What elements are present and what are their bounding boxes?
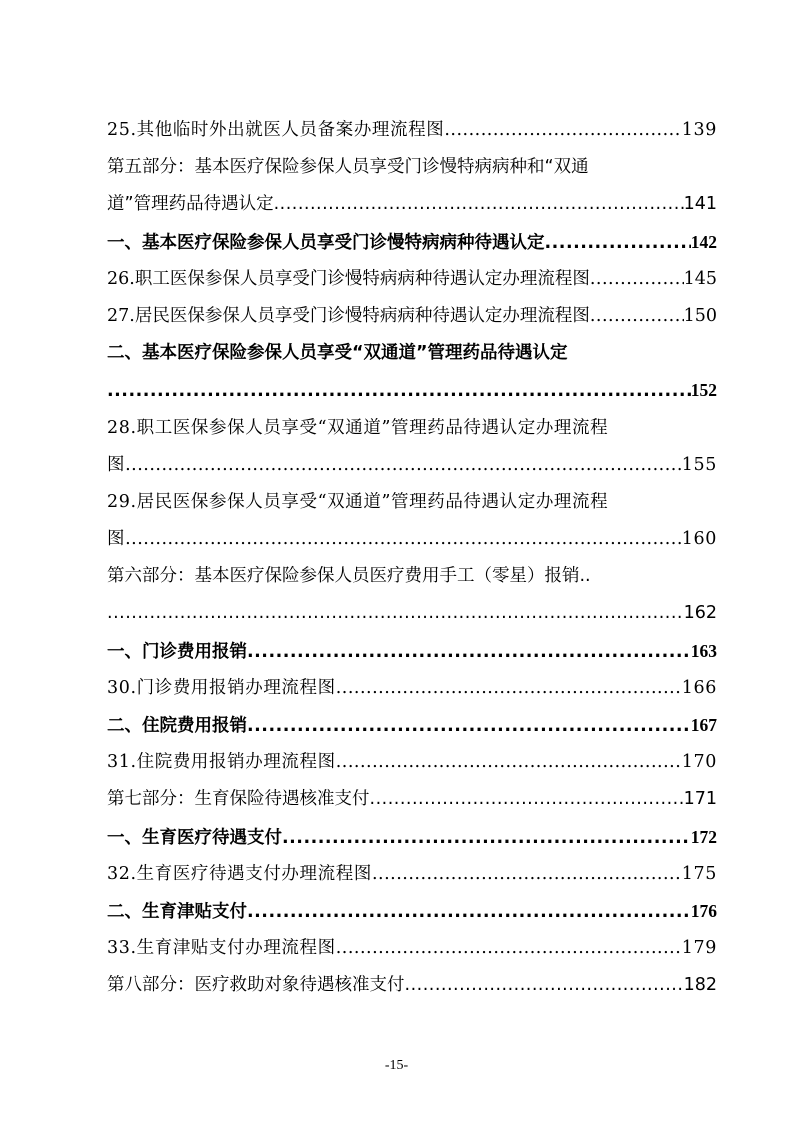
toc-entry-title: 29.居民医保参保人员享受“双通道”管理药品待遇认定办理流程 <box>107 491 609 512</box>
toc-dot-leader <box>282 820 691 857</box>
toc-dot-leader <box>247 634 691 671</box>
toc-entry-title: 26.职工医保参保人员享受门诊慢特病病种待遇认定办理流程图 <box>107 268 590 289</box>
toc-dot-leader <box>405 967 684 1004</box>
toc-entry[interactable] <box>107 149 717 223</box>
toc-entry-page: 171 <box>683 789 717 810</box>
toc-dot-leader <box>590 261 684 298</box>
toc-entry-page: 170 <box>681 752 717 773</box>
toc-entry-page: 172 <box>690 826 717 847</box>
toc-entry-title: 30.门诊费用报销办理流程图 <box>107 677 336 698</box>
toc-entry-line <box>107 744 717 781</box>
toc-entry-page: 150 <box>683 305 717 326</box>
toc-entry-title: 31.住院费用报销办理流程图 <box>107 752 336 773</box>
toc-entry-title: 二、住院费用报销 <box>107 716 247 736</box>
toc-entry-page: 182 <box>683 975 717 996</box>
toc-entry-title: 二、基本医疗保险参保人员享受“双通道”管理药品待遇认定 <box>107 343 568 364</box>
toc-entry-title: 第六部分：基本医疗保险参保人员医疗费用手工（零星）报销.. <box>107 566 591 587</box>
toc-entry-title: 32.生育医疗待遇支付办理流程图 <box>107 863 372 884</box>
toc-dot-leader <box>247 708 691 745</box>
toc-entry[interactable] <box>107 633 717 670</box>
toc-entry-page: 166 <box>681 677 717 698</box>
toc-entry-title: 第五部分：基本医疗保险参保人员享受门诊慢特病病种和“双通 <box>107 157 589 178</box>
toc-dot-leader <box>107 595 684 632</box>
toc-entry-line <box>107 484 717 521</box>
toc-entry-page: 179 <box>681 938 717 959</box>
toc-entry-page: 162 <box>683 603 717 624</box>
toc-entry-title: 一、基本医疗保险参保人员享受门诊慢特病病种待遇认定 <box>107 232 545 253</box>
toc-entry-title: 33.生育津贴支付办理流程图 <box>107 938 336 959</box>
toc-entry-title: 图 <box>107 529 126 550</box>
toc-entry-page: 139 <box>681 120 717 140</box>
toc-entry-line <box>107 186 717 223</box>
toc-entry-line <box>107 595 717 632</box>
toc-entry-line <box>107 410 717 447</box>
toc-entry[interactable] <box>107 261 717 298</box>
toc-entry-line <box>107 447 717 484</box>
toc-dot-leader <box>125 447 682 484</box>
toc-dot-leader <box>590 298 684 335</box>
toc-entry-title: 图 <box>107 454 126 475</box>
table-of-contents <box>107 112 717 1005</box>
toc-entry[interactable] <box>107 112 717 149</box>
toc-entry[interactable] <box>107 967 717 1004</box>
toc-entry[interactable] <box>107 670 717 707</box>
toc-entry-line <box>107 930 717 967</box>
toc-entry-line <box>107 224 717 261</box>
toc-entry-page: 145 <box>683 268 717 289</box>
toc-entry-title: 25.其他临时外出就医人员备案办理流程图 <box>107 120 445 140</box>
toc-dot-leader <box>545 225 691 262</box>
toc-entry-title: 第八部分：医疗救助对象待遇核准支付 <box>107 975 405 996</box>
toc-dot-leader <box>370 781 684 818</box>
toc-entry-page: 141 <box>683 194 717 215</box>
toc-entry-page: 152 <box>690 380 717 401</box>
toc-entry-line <box>107 112 717 149</box>
toc-entry-line <box>107 670 717 707</box>
toc-entry-line <box>107 967 717 1004</box>
toc-entry-page: 142 <box>690 231 717 252</box>
toc-entry[interactable] <box>107 484 717 558</box>
toc-entry-title: 28.职工医保参保人员享受“双通道”管理药品待遇认定办理流程 <box>107 417 609 438</box>
toc-entry[interactable] <box>107 224 717 261</box>
toc-entry-title: 27.居民医保参保人员享受门诊慢特病病种待遇认定办理流程图 <box>107 305 590 326</box>
toc-entry[interactable] <box>107 893 717 930</box>
toc-entry-page: 176 <box>690 900 717 921</box>
toc-entry[interactable] <box>107 298 717 335</box>
toc-entry[interactable] <box>107 856 717 893</box>
toc-entry[interactable] <box>107 558 717 632</box>
toc-dot-leader <box>372 856 682 893</box>
toc-entry-line <box>107 298 717 335</box>
toc-dot-leader <box>336 744 682 781</box>
toc-entry-line <box>107 261 717 298</box>
toc-entry[interactable] <box>107 410 717 484</box>
toc-entry[interactable] <box>107 335 717 409</box>
page-number: -15- <box>384 1058 409 1073</box>
toc-entry-title: 一、门诊费用报销 <box>107 641 247 662</box>
toc-entry-title: 道”管理药品待遇认定 <box>107 194 274 215</box>
toc-dot-leader <box>107 373 691 410</box>
toc-entry-line <box>107 707 717 744</box>
toc-entry-line <box>107 149 717 186</box>
toc-entry-line <box>107 558 717 595</box>
toc-entry-line <box>107 633 717 670</box>
toc-entry-page: 163 <box>690 640 717 661</box>
toc-entry-line <box>107 335 717 372</box>
toc-entry-line <box>107 819 717 856</box>
toc-entry-line <box>107 893 717 930</box>
toc-entry-page: 160 <box>681 529 717 550</box>
toc-entry-line <box>107 372 717 409</box>
toc-entry-page: 175 <box>681 863 717 884</box>
toc-dot-leader <box>274 186 684 223</box>
toc-entry[interactable] <box>107 707 717 744</box>
toc-dot-leader <box>247 894 691 931</box>
toc-entry[interactable] <box>107 819 717 856</box>
toc-entry-page: 155 <box>681 454 717 475</box>
toc-entry-line <box>107 781 717 818</box>
toc-entry[interactable] <box>107 930 717 967</box>
toc-dot-leader <box>336 670 682 707</box>
toc-dot-leader <box>444 112 681 149</box>
toc-entry-page: 167 <box>690 715 717 735</box>
toc-entry-line <box>107 856 717 893</box>
toc-dot-leader <box>336 930 682 967</box>
toc-entry[interactable] <box>107 744 717 781</box>
toc-entry-title: 第七部分：生育保险待遇核准支付 <box>107 789 370 810</box>
toc-entry-title: 二、生育津贴支付 <box>107 901 247 922</box>
toc-entry-line <box>107 521 717 558</box>
toc-entry-title: 一、生育医疗待遇支付 <box>107 827 282 848</box>
toc-dot-leader <box>125 521 682 558</box>
toc-entry[interactable] <box>107 781 717 818</box>
